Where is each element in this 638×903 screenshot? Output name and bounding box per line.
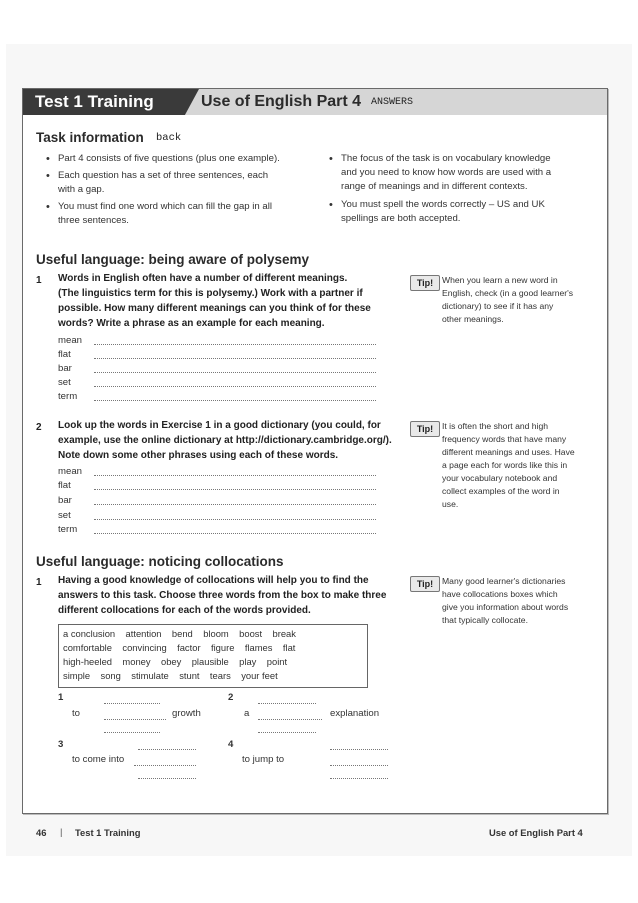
task-bullet-4: • The focus of the task is on vocabulary knowledge — [341, 152, 551, 166]
tip-text: different meanings and uses. Have — [442, 447, 575, 457]
exercise-word: growth — [172, 708, 201, 719]
answer-line[interactable] — [104, 703, 160, 704]
back-link[interactable]: back — [156, 132, 182, 144]
tip-badge: Tip! — [410, 421, 440, 437]
word-mean: mean — [58, 466, 82, 477]
test-label: Test 1 Training — [35, 92, 154, 111]
task-bullet-5: • You must spell the words correctly – US and UK — [341, 198, 545, 212]
word-box-row: high-heeled money obey plausible play point — [63, 656, 288, 667]
title-bar — [23, 89, 607, 115]
answer-line[interactable] — [258, 703, 316, 704]
polysemy-q1-line: words? Write a phrase as an example for each meaning. — [58, 318, 325, 329]
answer-line[interactable] — [94, 344, 376, 345]
answer-line[interactable] — [330, 765, 388, 766]
task-bullet-2-cont: with a gap. — [58, 184, 105, 195]
answer-line[interactable] — [104, 719, 166, 720]
exercise-number: 3 — [58, 739, 64, 750]
answer-line[interactable] — [94, 475, 376, 476]
word-flat: flat — [58, 349, 71, 360]
tip-text: give you information about words — [442, 602, 569, 612]
exercise-number: 4 — [228, 739, 234, 750]
task-bullet-3: • You must find one word which can fill the gap in all — [58, 200, 272, 214]
tip-badge: Tip! — [410, 275, 440, 291]
exercise-number: 2 — [228, 692, 234, 703]
footer-left-label: Test 1 Training — [75, 827, 141, 838]
word-box — [58, 624, 368, 688]
task-bullet-5-cont: spellings are both accepted. — [341, 213, 461, 224]
exercise-word: to come into — [72, 754, 125, 765]
polysemy-heading: Useful language: being aware of polysemy — [36, 252, 310, 267]
word-term: term — [58, 524, 78, 535]
tip-text: a page each for words like this in — [442, 460, 568, 470]
answer-line[interactable] — [94, 504, 376, 505]
tip-badge: Tip! — [410, 576, 440, 592]
exercise-number: 1 — [58, 692, 64, 703]
collocations-q1-number: 1 — [36, 577, 42, 588]
collocations-q1-line: Having a good knowledge of collocations will help you to find the — [58, 575, 369, 586]
polysemy-q1-line: possible. How many different meanings can you think of for these — [58, 303, 371, 314]
word-term: term — [58, 391, 78, 402]
word-set: set — [58, 510, 71, 521]
answer-line[interactable] — [134, 765, 196, 766]
exercise-word: to jump to — [242, 754, 285, 765]
task-bullet-1: • Part 4 consists of five questions (plus one example). — [58, 152, 280, 166]
answer-line[interactable] — [330, 749, 388, 750]
exercise-word: a — [244, 708, 250, 719]
polysemy-q2-line: Note down some other phrases using each of these words. — [58, 450, 339, 461]
task-info-heading: Task information — [36, 130, 144, 145]
tip-text: dictionary) to see if it has any — [442, 301, 554, 311]
tip-text: collect examples of the word in — [442, 486, 560, 496]
page-number: 46 — [36, 827, 47, 838]
task-bullet-4-cont2: range of meanings and in different contexts. — [341, 181, 528, 192]
answer-line[interactable] — [94, 400, 376, 401]
word-bar: bar — [58, 495, 72, 506]
answer-line[interactable] — [94, 533, 376, 534]
answer-line[interactable] — [94, 519, 376, 520]
tip-text: have collocations boxes which — [442, 589, 558, 599]
tip-text: frequency words that have many — [442, 434, 567, 444]
task-bullet-4-cont1: and you need to know how words are used with a — [341, 167, 552, 178]
polysemy-q1-line: (The linguistics term for this is polysemy.) Work with a partner if — [58, 288, 363, 299]
answer-line[interactable] — [94, 489, 376, 490]
word-box-row: a conclusion attention bend bloom boost break — [63, 628, 296, 639]
answer-line[interactable] — [258, 719, 322, 720]
answer-line[interactable] — [94, 358, 376, 359]
polysemy-q2-line: Look up the words in Exercise 1 in a good dictionary (you could, for — [58, 420, 381, 431]
polysemy-q1-number: 1 — [36, 275, 42, 286]
answer-line[interactable] — [258, 732, 316, 733]
word-box-row: simple song stimulate stunt tears your feet — [63, 670, 278, 681]
task-bullet-2: • Each question has a set of three sentences, each — [58, 169, 268, 183]
tip-text: use. — [442, 499, 459, 509]
footer-divider: | — [60, 826, 63, 837]
answer-line[interactable] — [94, 372, 376, 373]
collocations-q1-line: different collocations for each of the words provided. — [58, 605, 311, 616]
answer-line[interactable] — [94, 386, 376, 387]
polysemy-q2-line: example, use the online dictionary at http://dictionary.cambridge.org/). — [58, 435, 392, 446]
polysemy-q1-line: Words in English often have a number of different meanings. — [58, 273, 348, 284]
tip-text: your vocabulary notebook and — [442, 473, 558, 483]
exercise-word: to — [72, 708, 81, 719]
word-flat: flat — [58, 480, 71, 491]
answer-line[interactable] — [104, 732, 160, 733]
tip-text: that typically collocate. — [442, 615, 528, 625]
polysemy-q2-number: 2 — [36, 422, 42, 433]
task-bullet-3-cont: three sentences. — [58, 215, 129, 226]
word-set: set — [58, 377, 71, 388]
collocations-q1-line: answers to this task. Choose three words from the box to make three — [58, 590, 387, 601]
answer-line[interactable] — [138, 749, 196, 750]
word-box-row: comfortable convincing factor figure flames flat — [63, 642, 296, 653]
answer-line[interactable] — [330, 778, 388, 779]
tip-text: English, check (in a good learner's — [442, 288, 574, 298]
tip-text: It is often the short and high — [442, 421, 549, 431]
word-mean: mean — [58, 335, 82, 346]
exercise-word: explanation — [330, 708, 380, 719]
tip-text: Many good learner's dictionaries — [442, 576, 566, 586]
answers-link[interactable]: ANSWERS — [371, 97, 414, 108]
word-bar: bar — [58, 363, 72, 374]
tip-text: When you learn a new word in — [442, 275, 558, 285]
answer-line[interactable] — [138, 778, 196, 779]
footer-right-label: Use of English Part 4 — [489, 827, 583, 838]
collocations-heading: Useful language: noticing collocations — [36, 554, 284, 569]
tip-text: other meanings. — [442, 314, 504, 324]
section-title: Use of English Part 4 — [201, 93, 362, 110]
